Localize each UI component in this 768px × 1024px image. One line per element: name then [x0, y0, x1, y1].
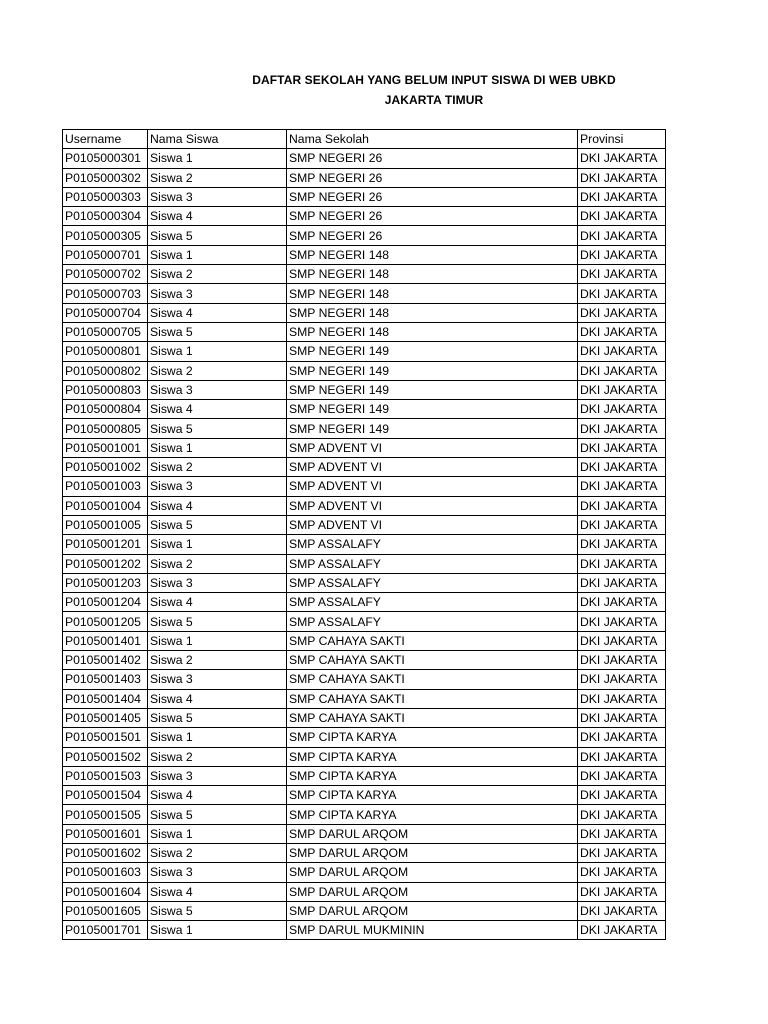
cell-provinsi: DKI JAKARTA	[578, 207, 666, 226]
table-row	[63, 168, 666, 187]
cell-provinsi: DKI JAKARTA	[578, 554, 666, 573]
cell-username: P0105001603	[63, 863, 148, 882]
cell-username: P0105001502	[63, 747, 148, 766]
cell-username: P0105001701	[63, 921, 148, 940]
cell-provinsi: DKI JAKARTA	[578, 573, 666, 592]
table-row	[63, 419, 666, 438]
table-row	[63, 593, 666, 612]
cell-provinsi: DKI JAKARTA	[578, 226, 666, 245]
cell-nama-sekolah: SMP DARUL ARQOM	[287, 863, 578, 882]
cell-nama-sekolah: SMP NEGERI 148	[287, 303, 578, 322]
cell-provinsi: DKI JAKARTA	[578, 863, 666, 882]
cell-provinsi: DKI JAKARTA	[578, 766, 666, 785]
table-row	[63, 728, 666, 747]
cell-username: P0105001001	[63, 438, 148, 457]
cell-nama-sekolah: SMP NEGERI 149	[287, 361, 578, 380]
table-row	[63, 361, 666, 380]
cell-nama-siswa: Siswa 1	[148, 438, 287, 457]
table-row	[63, 226, 666, 245]
cell-username: P0105000802	[63, 361, 148, 380]
cell-nama-siswa: Siswa 2	[148, 651, 287, 670]
cell-nama-siswa: Siswa 3	[148, 863, 287, 882]
cell-nama-siswa: Siswa 4	[148, 593, 287, 612]
table-row	[63, 322, 666, 341]
table-row	[63, 863, 666, 882]
cell-nama-siswa: Siswa 3	[148, 380, 287, 399]
cell-username: P0105001004	[63, 496, 148, 515]
cell-username: P0105000301	[63, 149, 148, 168]
cell-username: P0105001403	[63, 670, 148, 689]
cell-nama-sekolah: SMP NEGERI 26	[287, 207, 578, 226]
cell-username: P0105001602	[63, 843, 148, 862]
table-row	[63, 921, 666, 940]
cell-provinsi: DKI JAKARTA	[578, 245, 666, 264]
cell-nama-sekolah: SMP ADVENT VI	[287, 438, 578, 457]
table-row	[63, 438, 666, 457]
cell-nama-sekolah: SMP ASSALAFY	[287, 573, 578, 592]
table-row	[63, 245, 666, 264]
cell-provinsi: DKI JAKARTA	[578, 515, 666, 534]
cell-nama-siswa: Siswa 4	[148, 207, 287, 226]
cell-nama-siswa: Siswa 2	[148, 843, 287, 862]
table-row	[63, 380, 666, 399]
cell-username: P0105001601	[63, 824, 148, 843]
cell-nama-sekolah: SMP ASSALAFY	[287, 593, 578, 612]
cell-nama-sekolah: SMP DARUL ARQOM	[287, 843, 578, 862]
student-table	[62, 129, 666, 940]
cell-nama-siswa: Siswa 3	[148, 477, 287, 496]
cell-provinsi: DKI JAKARTA	[578, 824, 666, 843]
cell-nama-siswa: Siswa 1	[148, 824, 287, 843]
table-row	[63, 651, 666, 670]
table-row	[63, 187, 666, 206]
cell-nama-sekolah: SMP NEGERI 26	[287, 226, 578, 245]
cell-provinsi: DKI JAKARTA	[578, 689, 666, 708]
cell-nama-sekolah: SMP DARUL MUKMININ	[287, 921, 578, 940]
cell-nama-siswa: Siswa 1	[148, 535, 287, 554]
cell-nama-siswa: Siswa 4	[148, 400, 287, 419]
cell-username: P0105001402	[63, 651, 148, 670]
cell-provinsi: DKI JAKARTA	[578, 322, 666, 341]
table-row	[63, 670, 666, 689]
cell-username: P0105000703	[63, 284, 148, 303]
cell-provinsi: DKI JAKARTA	[578, 901, 666, 920]
cell-username: P0105001002	[63, 458, 148, 477]
cell-nama-sekolah: SMP NEGERI 149	[287, 419, 578, 438]
cell-provinsi: DKI JAKARTA	[578, 438, 666, 457]
cell-nama-sekolah: SMP CIPTA KARYA	[287, 747, 578, 766]
cell-username: P0105001401	[63, 631, 148, 650]
table-row	[63, 689, 666, 708]
cell-nama-siswa: Siswa 3	[148, 284, 287, 303]
cell-nama-siswa: Siswa 1	[148, 149, 287, 168]
cell-nama-siswa: Siswa 5	[148, 419, 287, 438]
cell-nama-siswa: Siswa 4	[148, 786, 287, 805]
table-row	[63, 496, 666, 515]
cell-nama-siswa: Siswa 4	[148, 882, 287, 901]
cell-username: P0105000304	[63, 207, 148, 226]
cell-nama-sekolah: SMP CIPTA KARYA	[287, 728, 578, 747]
cell-nama-sekolah: SMP CIPTA KARYA	[287, 766, 578, 785]
cell-nama-siswa: Siswa 1	[148, 921, 287, 940]
cell-provinsi: DKI JAKARTA	[578, 419, 666, 438]
cell-nama-siswa: Siswa 1	[148, 728, 287, 747]
table-row	[63, 477, 666, 496]
cell-provinsi: DKI JAKARTA	[578, 380, 666, 399]
cell-nama-sekolah: SMP DARUL ARQOM	[287, 882, 578, 901]
cell-nama-siswa: Siswa 4	[148, 689, 287, 708]
table-row	[63, 207, 666, 226]
cell-username: P0105000805	[63, 419, 148, 438]
cell-nama-sekolah: SMP ASSALAFY	[287, 554, 578, 573]
document-title	[120, 71, 748, 110]
cell-provinsi: DKI JAKARTA	[578, 361, 666, 380]
cell-username: P0105000305	[63, 226, 148, 245]
cell-provinsi: DKI JAKARTA	[578, 400, 666, 419]
cell-nama-sekolah: SMP NEGERI 26	[287, 168, 578, 187]
table-row	[63, 766, 666, 785]
cell-username: P0105001501	[63, 728, 148, 747]
cell-nama-sekolah: SMP ADVENT VI	[287, 477, 578, 496]
cell-nama-siswa: Siswa 4	[148, 303, 287, 322]
title-line-2: JAKARTA TIMUR	[384, 92, 484, 107]
cell-provinsi: DKI JAKARTA	[578, 168, 666, 187]
cell-provinsi: DKI JAKARTA	[578, 728, 666, 747]
cell-username: P0105001503	[63, 766, 148, 785]
cell-nama-siswa: Siswa 2	[148, 747, 287, 766]
cell-nama-sekolah: SMP NEGERI 148	[287, 265, 578, 284]
cell-provinsi: DKI JAKARTA	[578, 805, 666, 824]
cell-provinsi: DKI JAKARTA	[578, 708, 666, 727]
cell-username: P0105001203	[63, 573, 148, 592]
table-row	[63, 805, 666, 824]
cell-username: P0105000804	[63, 400, 148, 419]
cell-username: P0105000302	[63, 168, 148, 187]
title-line-1: DAFTAR SEKOLAH YANG BELUM INPUT SISWA DI WEB UBKD	[252, 73, 616, 87]
cell-nama-sekolah: SMP ADVENT VI	[287, 496, 578, 515]
cell-nama-sekolah: SMP CAHAYA SAKTI	[287, 651, 578, 670]
table-row	[63, 515, 666, 534]
table-row	[63, 901, 666, 920]
cell-nama-siswa: Siswa 5	[148, 708, 287, 727]
cell-username: P0105000803	[63, 380, 148, 399]
cell-nama-siswa: Siswa 5	[148, 322, 287, 341]
cell-nama-siswa: Siswa 3	[148, 573, 287, 592]
cell-provinsi: DKI JAKARTA	[578, 265, 666, 284]
cell-provinsi: DKI JAKARTA	[578, 496, 666, 515]
cell-nama-siswa: Siswa 3	[148, 187, 287, 206]
cell-username: P0105001604	[63, 882, 148, 901]
table-row	[63, 747, 666, 766]
cell-nama-siswa: Siswa 3	[148, 766, 287, 785]
cell-nama-sekolah: SMP NEGERI 148	[287, 284, 578, 303]
cell-provinsi: DKI JAKARTA	[578, 843, 666, 862]
cell-nama-sekolah: SMP DARUL ARQOM	[287, 901, 578, 920]
cell-nama-sekolah: SMP CAHAYA SAKTI	[287, 689, 578, 708]
cell-nama-sekolah: SMP ASSALAFY	[287, 535, 578, 554]
cell-username: P0105000801	[63, 342, 148, 361]
table-row	[63, 458, 666, 477]
cell-nama-sekolah: SMP CAHAYA SAKTI	[287, 670, 578, 689]
cell-username: P0105001005	[63, 515, 148, 534]
cell-provinsi: DKI JAKARTA	[578, 747, 666, 766]
cell-provinsi: DKI JAKARTA	[578, 670, 666, 689]
table-body	[63, 130, 666, 940]
cell-nama-siswa: Siswa 2	[148, 168, 287, 187]
cell-nama-siswa: Siswa 2	[148, 265, 287, 284]
cell-nama-sekolah: SMP NEGERI 149	[287, 400, 578, 419]
header-nama-sekolah: Nama Sekolah	[287, 130, 578, 149]
cell-provinsi: DKI JAKARTA	[578, 631, 666, 650]
cell-username: P0105001605	[63, 901, 148, 920]
table-row	[63, 265, 666, 284]
cell-provinsi: DKI JAKARTA	[578, 342, 666, 361]
cell-provinsi: DKI JAKARTA	[578, 458, 666, 477]
cell-nama-siswa: Siswa 1	[148, 631, 287, 650]
table-row	[63, 400, 666, 419]
cell-provinsi: DKI JAKARTA	[578, 284, 666, 303]
cell-nama-sekolah: SMP NEGERI 148	[287, 322, 578, 341]
cell-nama-sekolah: SMP CIPTA KARYA	[287, 805, 578, 824]
cell-nama-sekolah: SMP ADVENT VI	[287, 458, 578, 477]
cell-username: P0105000303	[63, 187, 148, 206]
header-provinsi: Provinsi	[578, 130, 666, 149]
cell-provinsi: DKI JAKARTA	[578, 651, 666, 670]
cell-username: P0105000701	[63, 245, 148, 264]
cell-nama-sekolah: SMP NEGERI 149	[287, 380, 578, 399]
cell-username: P0105001405	[63, 708, 148, 727]
cell-nama-siswa: Siswa 5	[148, 805, 287, 824]
cell-nama-sekolah: SMP DARUL ARQOM	[287, 824, 578, 843]
cell-nama-sekolah: SMP CAHAYA SAKTI	[287, 631, 578, 650]
table-row	[63, 631, 666, 650]
cell-username: P0105001504	[63, 786, 148, 805]
table-row	[63, 786, 666, 805]
cell-username: P0105001505	[63, 805, 148, 824]
cell-username: P0105001202	[63, 554, 148, 573]
cell-nama-siswa: Siswa 5	[148, 901, 287, 920]
cell-nama-siswa: Siswa 1	[148, 342, 287, 361]
table-row	[63, 824, 666, 843]
table-row	[63, 573, 666, 592]
table-row	[63, 149, 666, 168]
cell-username: P0105001201	[63, 535, 148, 554]
table-row	[63, 303, 666, 322]
table-header-row	[63, 130, 666, 149]
cell-nama-siswa: Siswa 1	[148, 245, 287, 264]
table-row	[63, 535, 666, 554]
cell-nama-sekolah: SMP CAHAYA SAKTI	[287, 708, 578, 727]
cell-username: P0105001404	[63, 689, 148, 708]
cell-provinsi: DKI JAKARTA	[578, 303, 666, 322]
table-row	[63, 708, 666, 727]
cell-nama-siswa: Siswa 2	[148, 554, 287, 573]
cell-username: P0105001204	[63, 593, 148, 612]
cell-nama-sekolah: SMP ADVENT VI	[287, 515, 578, 534]
header-nama-siswa: Nama Siswa	[148, 130, 287, 149]
cell-provinsi: DKI JAKARTA	[578, 477, 666, 496]
cell-nama-sekolah: SMP NEGERI 148	[287, 245, 578, 264]
cell-nama-sekolah: SMP CIPTA KARYA	[287, 786, 578, 805]
cell-provinsi: DKI JAKARTA	[578, 593, 666, 612]
cell-provinsi: DKI JAKARTA	[578, 187, 666, 206]
cell-username: P0105001003	[63, 477, 148, 496]
cell-username: P0105000704	[63, 303, 148, 322]
cell-nama-siswa: Siswa 3	[148, 670, 287, 689]
table-row	[63, 342, 666, 361]
cell-nama-sekolah: SMP NEGERI 26	[287, 187, 578, 206]
cell-provinsi: DKI JAKARTA	[578, 921, 666, 940]
cell-provinsi: DKI JAKARTA	[578, 786, 666, 805]
cell-nama-siswa: Siswa 5	[148, 515, 287, 534]
cell-nama-sekolah: SMP NEGERI 149	[287, 342, 578, 361]
cell-nama-siswa: Siswa 5	[148, 226, 287, 245]
cell-username: P0105000705	[63, 322, 148, 341]
cell-nama-sekolah: SMP NEGERI 26	[287, 149, 578, 168]
cell-nama-siswa: Siswa 2	[148, 361, 287, 380]
cell-provinsi: DKI JAKARTA	[578, 612, 666, 631]
cell-nama-sekolah: SMP ASSALAFY	[287, 612, 578, 631]
header-username: Username	[63, 130, 148, 149]
cell-username: P0105001205	[63, 612, 148, 631]
table-row	[63, 843, 666, 862]
table-row	[63, 882, 666, 901]
cell-nama-siswa: Siswa 5	[148, 612, 287, 631]
table-row	[63, 554, 666, 573]
cell-nama-siswa: Siswa 4	[148, 496, 287, 515]
cell-provinsi: DKI JAKARTA	[578, 149, 666, 168]
cell-provinsi: DKI JAKARTA	[578, 535, 666, 554]
table-row	[63, 612, 666, 631]
cell-nama-siswa: Siswa 2	[148, 458, 287, 477]
cell-username: P0105000702	[63, 265, 148, 284]
cell-provinsi: DKI JAKARTA	[578, 882, 666, 901]
table-row	[63, 284, 666, 303]
